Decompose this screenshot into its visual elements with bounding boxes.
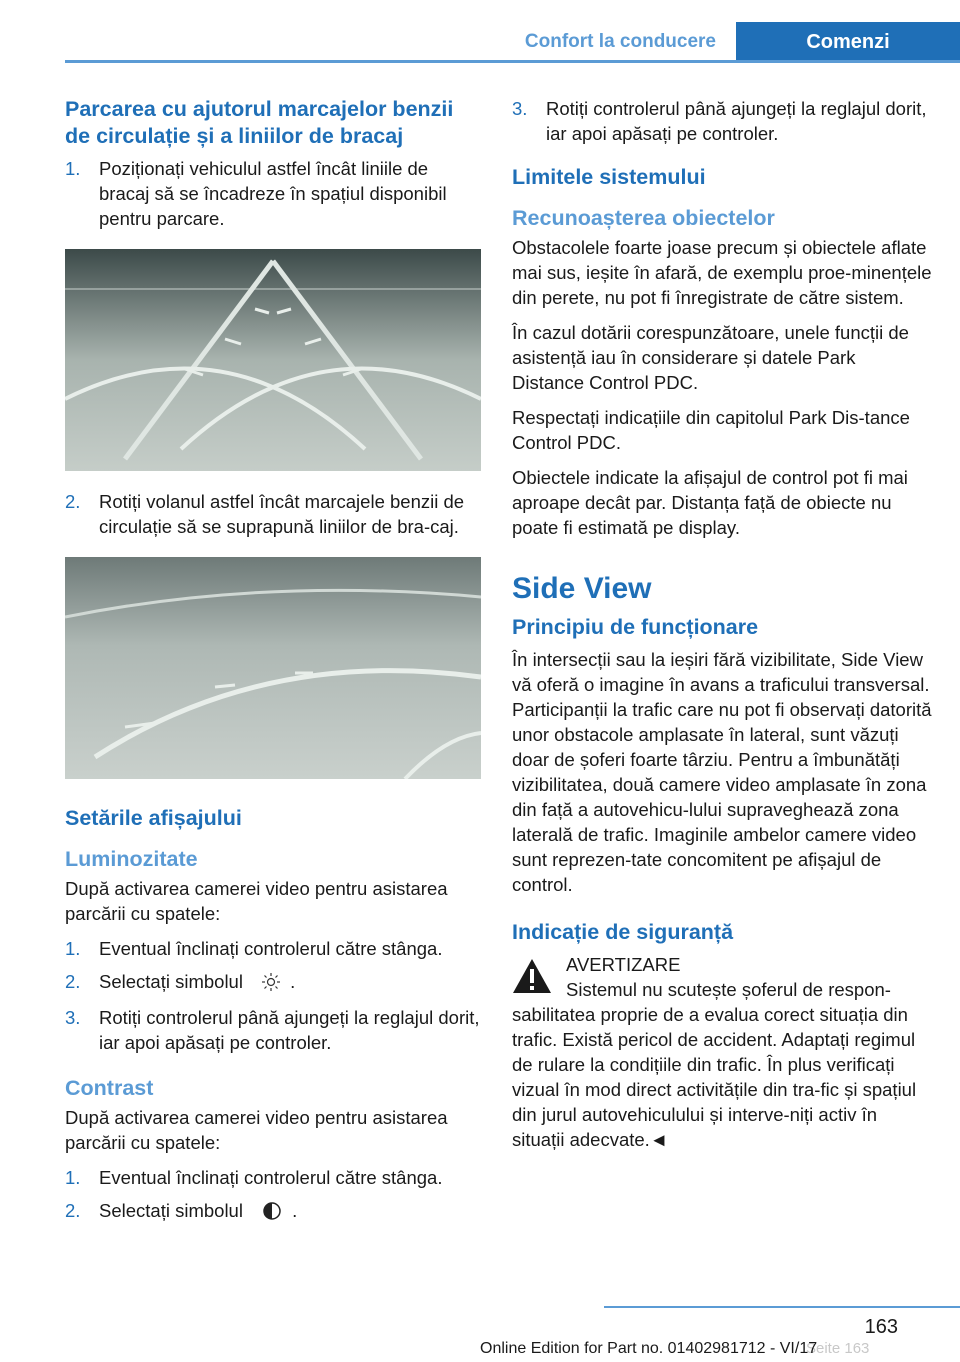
footer-rule [604, 1306, 960, 1308]
parking-steps-1 [65, 156, 481, 231]
list-item: 2. Selectați simbolul . [65, 969, 481, 997]
contrast-steps-cont [512, 96, 932, 146]
list-item: 1. Poziționați vehiculul astfel încât liniile de bracaj să se încadreze în spațiul disponibil pentru parcare. [65, 158, 447, 229]
warning-text: Sistemul nu scutește șoferul de respon-sabilitatea proprie de a evalua corect situația din trafic. Există pericol de accident. Adaptați regimul de rulare la condițiile din trafic. În plus verificați vizual în mod direct activitățile din tra-fic și spațiul din jurul autovehiculului și interve-niți activ în situații adecvate.◄ [512, 979, 917, 1150]
heading-brightness: Luminozitate [65, 847, 198, 871]
contrast-half-circle-icon [262, 1201, 282, 1227]
principle-paragraph: În intersecții sau la ieșiri fără vizibilitate, Side View vă oferă o imagine în avans a traficului transversal. Participanții la trafic care nu pot fi observați datorită unor obstacole amplasate în lateral, sunt văzuți doar de șoferi foarte târziu. Pentru a îmbunătăți vizibilitatea, două camere video amplasate în zona din față a autovehicu-lului supraveghează zona laterală de trafic. Imaginile ambelor camere video sunt reprezen-tate concomitent pe afișajul de control. [512, 649, 932, 895]
brightness-intro: După activarea camerei video pentru asistarea parcării cu spatele: [65, 878, 448, 924]
heading-side-view: Side View [512, 572, 652, 605]
header-rule [65, 60, 960, 63]
edition-line: Online Edition for Part no. 01402981712 - VI/17 [480, 1340, 818, 1357]
heading-system-limits: Limitele sistemului [512, 165, 706, 189]
warning-triangle-icon [512, 958, 552, 994]
header-section-title: Confort la conducere [524, 31, 716, 52]
warning-title: AVERTIZARE [566, 954, 681, 975]
limits-paragraph-4: Obiectele indicate la afișajul de control pot fi mai aproape decât par. Distanța față de obiecte nu poate fi estimată pe display. [512, 467, 908, 538]
limits-paragraph-2: În cazul dotării corespunzătoare, unele funcții de asistență iau în considerare și datele Park Distance Control PDC. [512, 322, 909, 393]
limits-paragraph-1: Obstacolele foarte joase precum și obiectele aflate mai sus, ieșite în afară, de exemplu proe-minențele din perete, nu pot fi înregistrate de către sistem. [512, 237, 932, 308]
warning-box [512, 952, 932, 977]
heading-display-settings: Setările afișajului [65, 806, 242, 830]
heading-safety-note: Indicație de siguranță [512, 920, 734, 944]
camera-image-aligned-lines [65, 557, 481, 779]
list-item: 2. Selectați simbolul . [65, 1198, 481, 1227]
page-header [0, 0, 960, 62]
watermark: Seite 163 [806, 1340, 870, 1357]
list-item: 3. Rotiți controlerul până ajungeți la reglajul dorit, iar apoi apăsați pe controler. [65, 1007, 480, 1053]
header-chapter-tab: Comenzi [736, 22, 960, 62]
parking-steps-2 [65, 489, 481, 539]
camera-image-turning-lines [65, 249, 481, 471]
brightness-steps [65, 936, 481, 1055]
page-number: 163 [864, 1316, 898, 1338]
list-item: 1. Eventual înclinați controlerul către stânga. [65, 1167, 443, 1188]
contrast-steps [65, 1165, 481, 1227]
list-item: 2. Rotiți volanul astfel încât marcajele benzii de circulație să se suprapună liniilor de bra-caj. [65, 491, 465, 537]
right-column [512, 96, 932, 1162]
heading-principle: Principiu de funcționare [512, 615, 759, 639]
brightness-sun-icon [262, 972, 280, 997]
contrast-intro: După activarea camerei video pentru asistarea parcării cu spatele: [65, 1107, 448, 1153]
heading-contrast: Contrast [65, 1076, 154, 1100]
list-item: 1. Eventual înclinați controlerul către stânga. [65, 938, 443, 959]
heading-object-detection: Recunoașterea obiectelor [512, 206, 775, 230]
left-column [65, 96, 481, 1237]
limits-paragraph-3: Respectați indicațiile din capitolul Park Dis-tance Control PDC. [512, 407, 910, 453]
heading-parking-lines: Parcarea cu ajutorul marcajelor benzii de circulație și a liniilor de bracaj [65, 97, 454, 148]
list-item: 3. Rotiți controlerul până ajungeți la reglajul dorit, iar apoi apăsați pe controler. [512, 98, 927, 144]
